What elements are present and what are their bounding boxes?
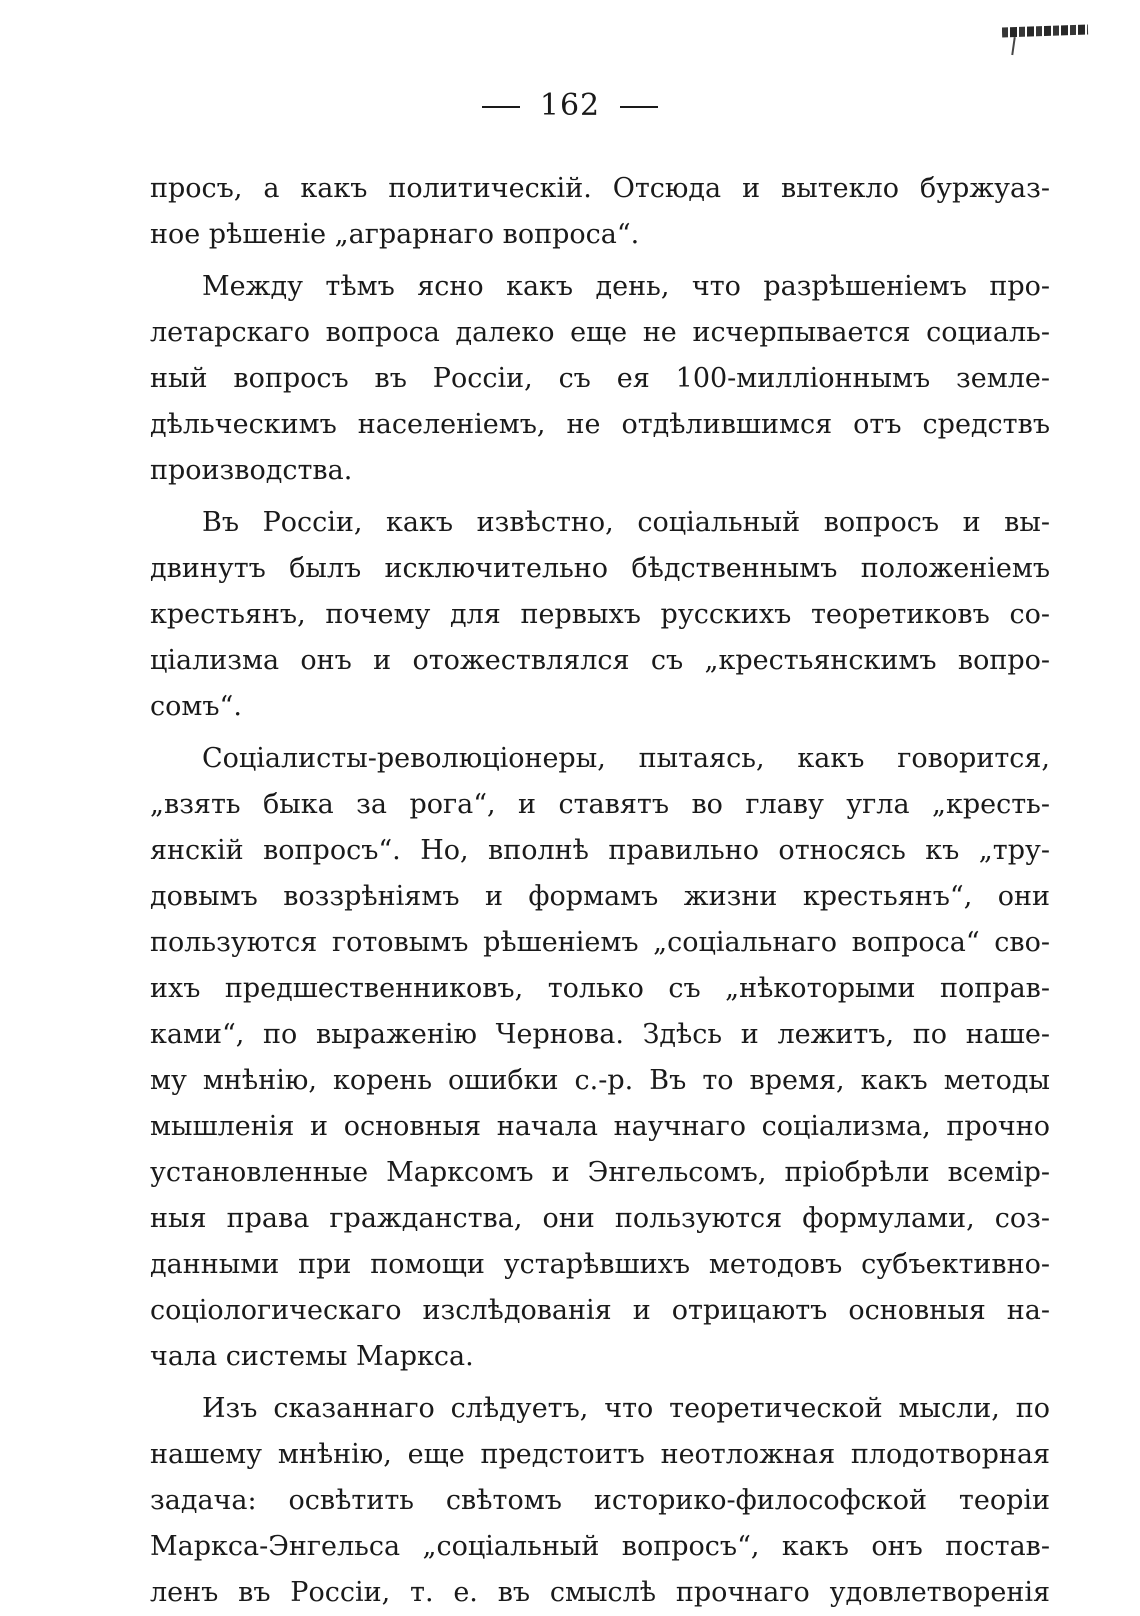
text-line: Соціалисты-революціонеры, пытаясь, какъ говорится,: [202, 743, 1050, 774]
text-line: Между тѣмъ ясно какъ день, что разрѣшеніемъ про-: [202, 271, 1050, 302]
text-line: просъ, а какъ политическій. Отсюда и вытекло буржуаз-: [150, 173, 1050, 204]
text-line: янскій вопросъ“. Но, вполнѣ правильно относясь къ „тру-: [150, 835, 1050, 866]
text-line: сомъ“.: [150, 691, 242, 722]
text-line: летарскаго вопроса далеко еще не исчерпывается социаль-: [150, 317, 1050, 348]
text-line: мышленія и основныя начала научнаго соціализма, прочно: [150, 1111, 1050, 1142]
text-line: данными при помощи устарѣвшихъ методовъ субъективно-: [150, 1249, 1050, 1280]
text-line: ное рѣшеніе „аграрнаго вопроса“.: [150, 219, 640, 250]
text-line: ихъ предшественниковъ, только съ „нѣкоторыми поправ-: [150, 973, 1050, 1004]
text-line: соціологическаго изслѣдованія и отрицаютъ основныя на-: [150, 1295, 1050, 1326]
text-line: двинутъ былъ исключительно бѣдственнымъ положеніемъ: [150, 553, 1050, 584]
text-line: задача: освѣтить свѣтомъ историко-философской теоріи: [150, 1485, 1050, 1516]
text-line: ленъ въ Россіи, т. е. въ смыслѣ прочнаго удовлетворенія: [150, 1577, 1050, 1608]
body-text: [150, 166, 1050, 1616]
text-line: Въ Россіи, какъ извѣстно, соціальный вопросъ и вы-: [202, 507, 1050, 538]
page-number: 162: [539, 88, 601, 123]
paragraph: [150, 166, 1050, 258]
text-line: „взять быка за рога“, и ставятъ во главу угла „кресть-: [150, 789, 1050, 820]
paragraph: [150, 264, 1050, 494]
paragraph: [150, 500, 1050, 730]
text-line: нашему мнѣнію, еще предстоитъ неотложная плодотворная: [150, 1439, 1050, 1470]
text-line: дѣльческимъ населеніемъ, не отдѣлившимся отъ средствъ: [150, 409, 1050, 440]
text-line: чала системы Маркса.: [150, 1341, 474, 1372]
text-line: ками“, по выраженію Чернова. Здѣсь и лежитъ, по наше-: [150, 1019, 1050, 1050]
text-line: ный вопросъ въ Россіи, съ ея 100-милліоннымъ земле-: [150, 363, 1050, 394]
text-line: пользуются готовымъ рѣшеніемъ „соціальнаго вопроса“ сво-: [150, 927, 1050, 958]
text-line: му мнѣнію, корень ошибки с.-р. Въ то время, какъ методы: [150, 1065, 1050, 1096]
paragraph: [150, 736, 1050, 1380]
text-line: Маркса-Энгельса „соціальный вопросъ“, какъ онъ постав-: [150, 1531, 1050, 1562]
page-number-header: [0, 88, 1140, 123]
text-line: довымъ воззрѣніямъ и формамъ жизни крестьянъ“, они: [150, 881, 1050, 912]
text-line: ныя права гражданства, они пользуются формулами, соз-: [150, 1203, 1050, 1234]
right-dash: [620, 106, 658, 108]
text-line: производства.: [150, 455, 353, 486]
scan-artifact-mark: [1002, 25, 1088, 38]
text-line: Изъ сказаннаго слѣдуетъ, что теоретической мысли, по: [202, 1393, 1050, 1424]
paragraph: [150, 1386, 1050, 1616]
left-dash: [482, 106, 520, 108]
text-line: ціализма онъ и отожествлялся съ „крестьянскимъ вопро-: [150, 645, 1050, 676]
text-line: крестьянъ, почему для первыхъ русскихъ теоретиковъ со-: [150, 599, 1050, 630]
text-line: установленные Марксомъ и Энгельсомъ, пріобрѣли всемір-: [150, 1157, 1050, 1188]
